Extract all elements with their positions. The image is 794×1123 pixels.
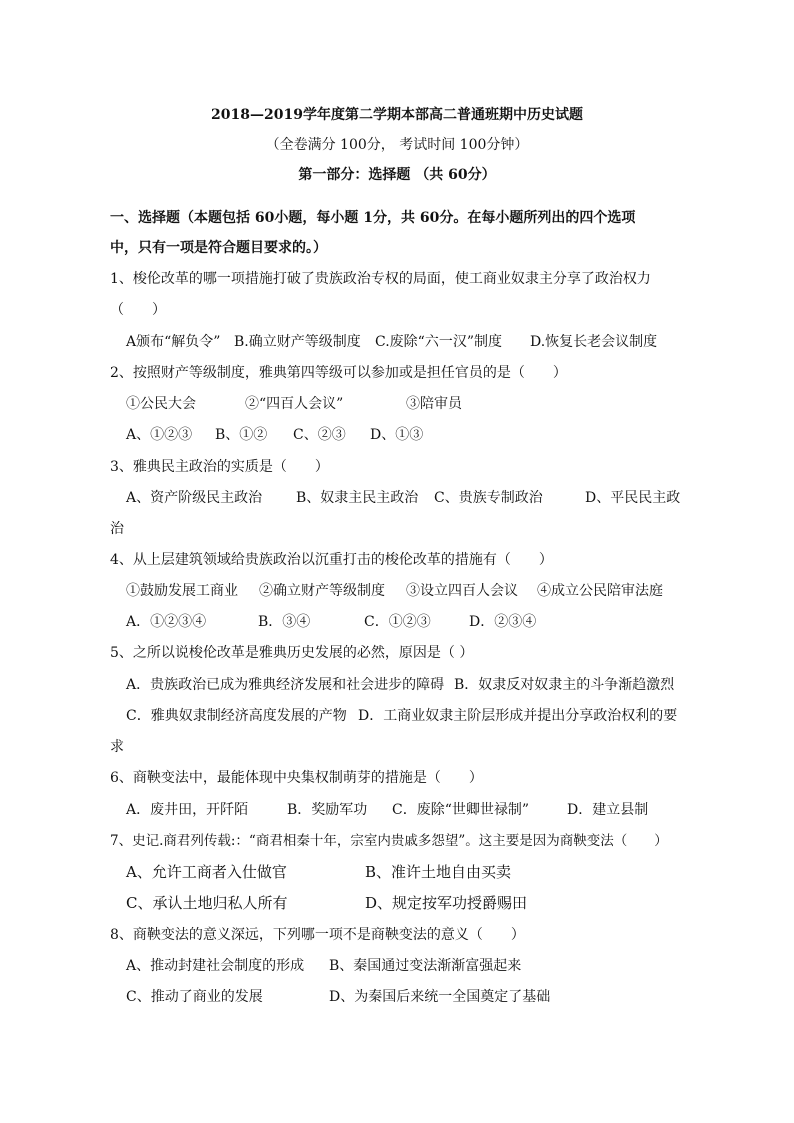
question-3-option-c: C、贵族专制政治 — [434, 490, 543, 506]
part-heading: 第一部分：选择题 （共 60分） — [298, 167, 496, 183]
question-4-item-3: ③设立四百人会议 — [406, 583, 518, 599]
question-3-option-d: D、平民民主政 — [585, 490, 681, 506]
question-8-option-b: B、秦国通过变法渐渐富强起来 — [329, 958, 522, 974]
question-3-option-b: B、奴隶主民主政治 — [296, 490, 419, 506]
question-1-option-b: B.确立财产等级制度 — [234, 334, 361, 350]
question-2-option-c: C、②③ — [293, 427, 346, 443]
question-7-option-c: C、承认土地归私人所有 — [126, 894, 288, 912]
question-5-stem: 5、之所以说梭伦改革是雅典历史发展的必然，原因是（ ） — [110, 645, 474, 661]
question-7-stem: 7、史记.商君列传载:：“商君相秦十年，宗室内贵戚多怨望”。这主要是因为商鞅变法（ ） — [110, 833, 668, 849]
question-7-option-d: D、规定按军功授爵赐田 — [365, 894, 528, 912]
question-6-option-b: B．奖励军功 — [287, 802, 368, 818]
question-1-option-c: C.废除“六一汉”制度 — [375, 334, 502, 350]
question-2-item-2: ②“四百人会议” — [245, 396, 344, 412]
question-7-option-a: A、允许工商者入仕做官 — [126, 863, 287, 881]
question-5-option-a: A．贵族政治已成为雅典经济发展和社会进步的障碍 — [126, 677, 445, 693]
question-3-option-d-cont: 治 — [110, 521, 124, 537]
question-1-stem-cont: （ ） — [110, 302, 166, 318]
question-2-option-d: D、①③ — [370, 427, 424, 443]
question-5-option-d-cont: 求 — [110, 739, 124, 755]
question-2-stem: 2、按照财产等级制度，雅典第四等级可以参加或是担任官员的是（ ） — [110, 365, 567, 381]
question-2-item-1: ①公民大会 — [126, 396, 196, 412]
question-4-stem: 4、从上层建筑领域给贵族政治以沉重打击的梭伦改革的措施有（ ） — [110, 552, 553, 568]
question-6-option-a: A．废井田，开阡陌 — [126, 802, 249, 818]
question-8-option-d: D、为秦国后来统一全国奠定了基础 — [329, 989, 551, 1005]
question-4-option-d: D．②③④ — [469, 614, 537, 630]
question-2-option-b: B、①② — [215, 427, 268, 443]
question-4-item-4: ④成立公民陪审法庭 — [537, 583, 663, 599]
question-5-option-d: D．工商业奴隶主阶层形成并提出分享政治权利的要 — [358, 708, 678, 724]
question-7-option-b: B、准许土地自由买卖 — [365, 863, 512, 881]
question-4-option-b: B．③④ — [258, 614, 311, 630]
question-3-option-a: A、资产阶级民主政治 — [126, 490, 263, 506]
section-instructions-line-1: 一、选择题（本题包括 60小题，每小题 1分，共 60分。在每小题所列出的四个选项 — [110, 210, 636, 226]
question-6-stem: 6、商鞅变法中，最能体现中央集权制萌芽的措施是（ ） — [110, 770, 483, 786]
question-6-option-d: D．建立县制 — [567, 802, 649, 818]
question-8-option-c: C、推动了商业的发展 — [126, 989, 263, 1005]
question-8-stem: 8、商鞅变法的意义深远，下列哪一项不是商鞅变法的意义（ ） — [110, 927, 525, 943]
exam-subtitle: （全卷满分 100分， 考试时间 100分钟） — [265, 137, 529, 153]
question-5-option-c: C．雅典奴隶制经济高度发展的产物 — [126, 708, 347, 724]
question-3-stem: 3、雅典民主政治的实质是（ ） — [110, 459, 329, 475]
question-6-option-c: C．废除“世卿世禄制” — [392, 802, 530, 818]
question-1-stem: 1、梭伦改革的哪一项措施打破了贵族政治专权的局面，使工商业奴隶主分享了政治权力 — [110, 271, 651, 287]
question-2-item-3: ③陪审员 — [406, 396, 462, 412]
question-1-option-a: A颁布“解负令” — [126, 334, 221, 350]
section-instructions-line-2: 中，只有一项是符合题目要求的。） — [110, 240, 327, 256]
question-5-option-b: B．奴隶反对奴隶主的斗争渐趋激烈 — [454, 677, 675, 693]
question-4-option-c: C．①②③ — [364, 614, 431, 630]
question-1-option-d: D.恢复长老会议制度 — [530, 334, 658, 350]
question-2-option-a: A、①②③ — [126, 427, 193, 443]
exam-title: 2018—2019学年度第二学期本部高二普通班期中历史试题 — [211, 107, 583, 123]
question-4-option-a: A．①②③④ — [126, 614, 207, 630]
question-4-item-1: ①鼓励发展工商业 — [126, 583, 238, 599]
question-8-option-a: A、推动封建社会制度的形成 — [126, 958, 305, 974]
question-4-item-2: ②确立财产等级制度 — [259, 583, 385, 599]
